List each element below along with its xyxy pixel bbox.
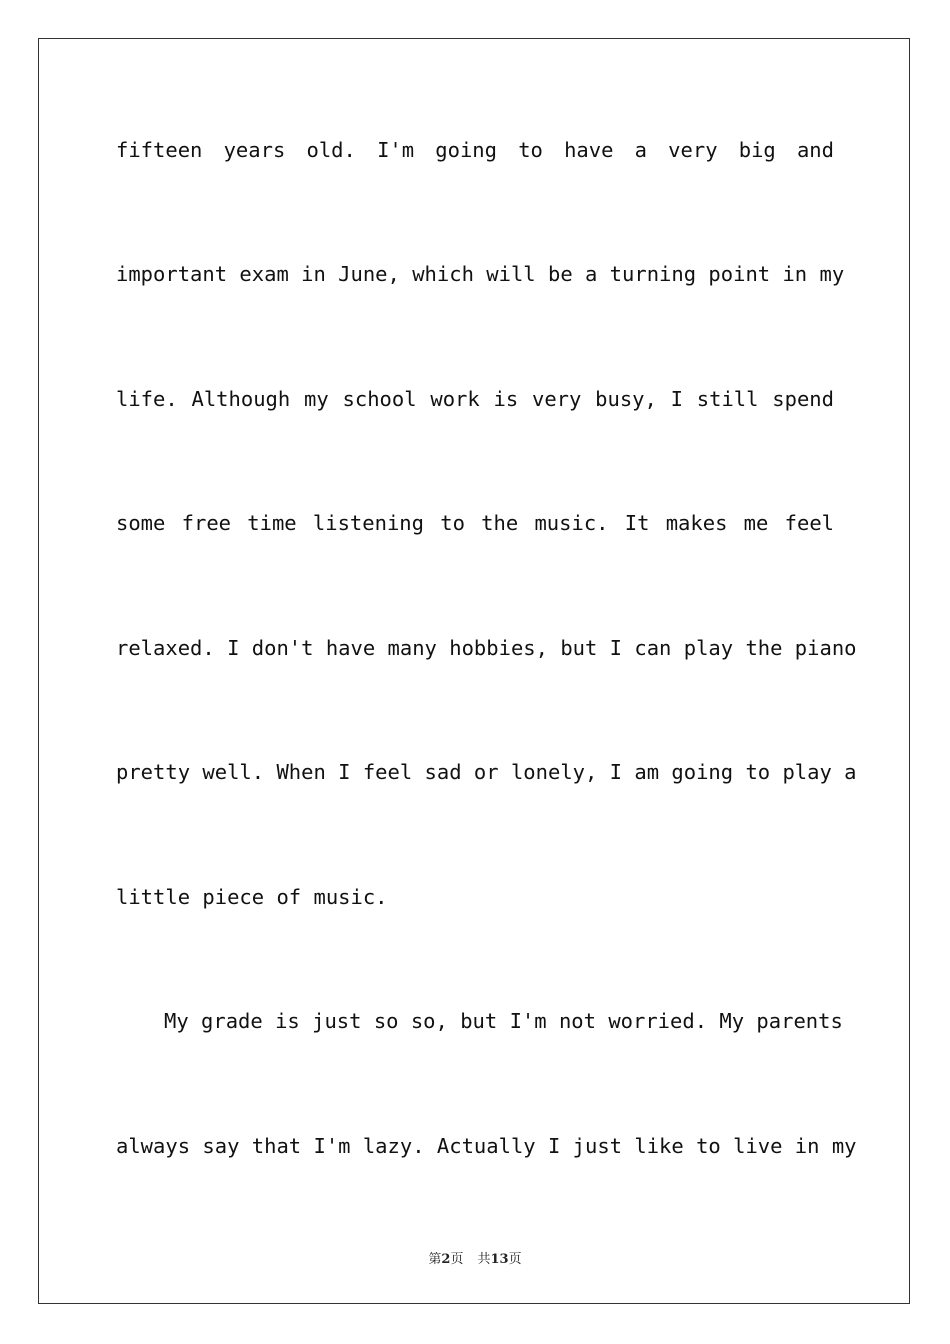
body-line-9: always say that I'm lazy. Actually I just like to live in my [116,1134,857,1158]
page-suffix: 页 [450,1252,464,1267]
total-suffix: 页 [508,1252,522,1267]
total-pages: 13 [490,1252,509,1267]
body-line-6: pretty well. When I feel sad or lonely, I am going to play a [116,760,857,784]
body-line-1: fifteen years old. I'm going to have a very big and [116,138,834,162]
total-prefix: 共 [477,1252,491,1267]
page-frame [38,38,910,1304]
page-prefix: 第 [428,1252,442,1267]
body-line-7: little piece of music. [116,885,388,909]
body-line-2: important exam in June, which will be a turning point in my [116,262,845,286]
body-line-4: some free time listening to the music. It makes me feel [116,511,834,535]
body-line-8: My grade is just so so, but I'm not worried. My parents [164,1009,843,1033]
page-number: 2 [441,1252,451,1267]
body-line-3: life. Although my school work is very busy, I still spend [116,387,834,411]
body-line-5: relaxed. I don't have many hobbies, but I can play the piano [116,636,857,660]
page-footer [0,1248,950,1267]
